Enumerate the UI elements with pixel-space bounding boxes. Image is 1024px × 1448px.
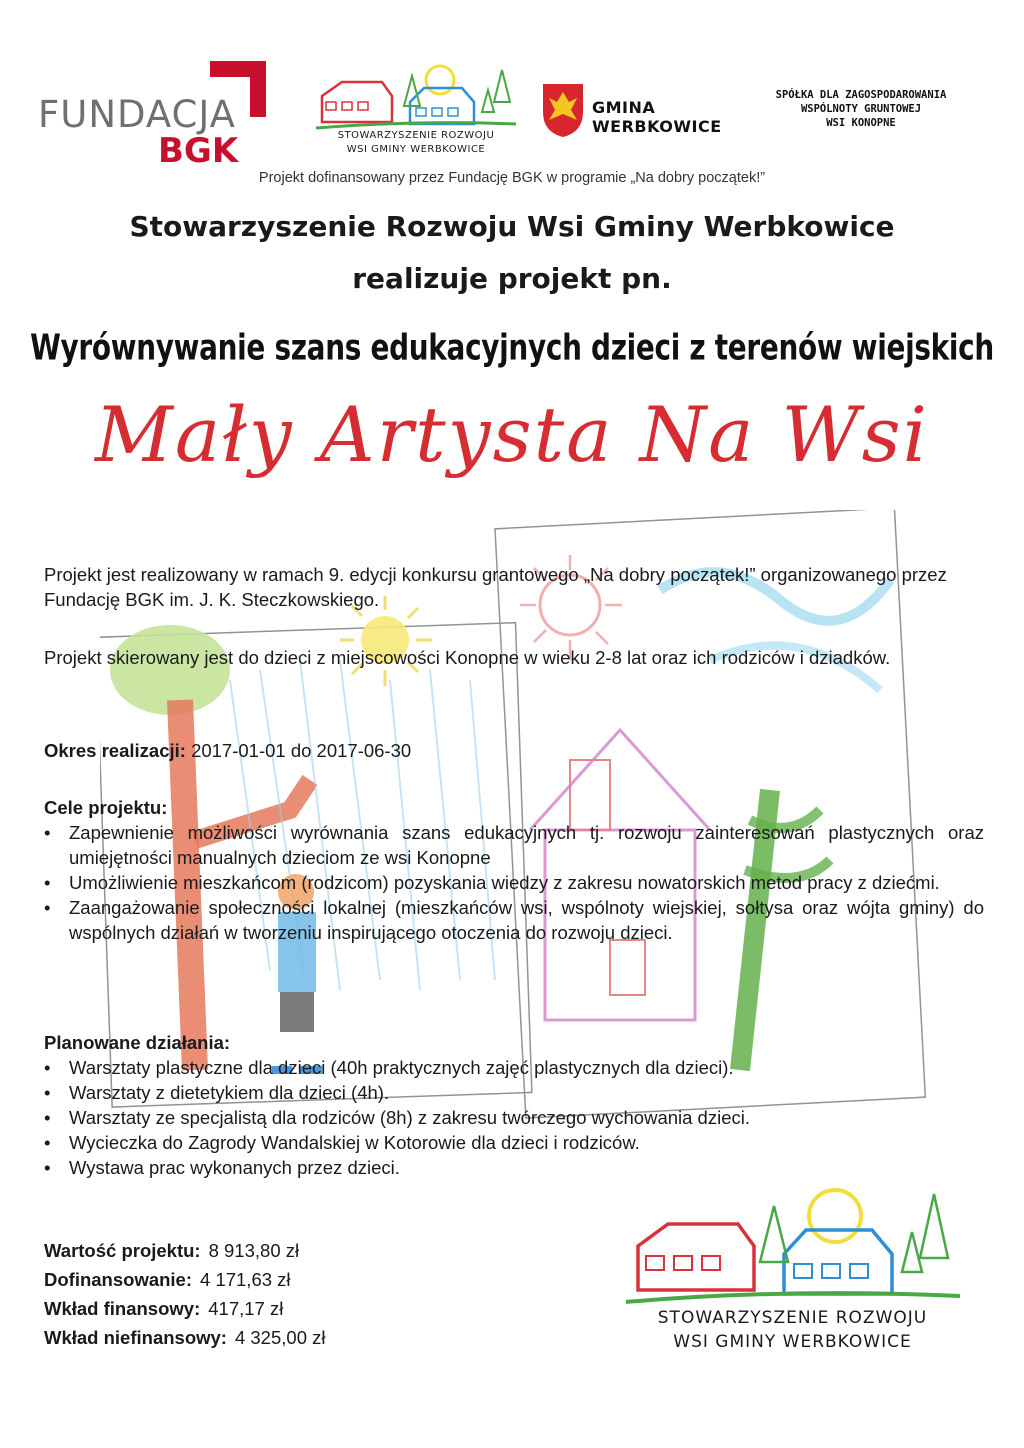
goals-section: [44, 795, 984, 945]
bgk-logo-line2: BGK: [158, 131, 239, 171]
realizes-subtitle: realizuje projekt pn.: [352, 262, 672, 295]
stowarzyszenie-logo-small: [312, 62, 520, 162]
gmina-label: GMINA WERBKOWICE: [592, 98, 722, 136]
finance-amount: 417,17 zł: [208, 1298, 284, 1319]
spolka-logo: [756, 88, 966, 130]
intro-paragraph-1: Projekt jest realizowany w ramach 9. edycji konkursu grantowego „Na dobry początek!” organizowanego przez Fundację BGK im. J. K. Steczkowskiego.: [44, 564, 947, 610]
period-label: Okres realizacji:: [44, 740, 186, 761]
actions-section: [44, 1030, 944, 1180]
stowarzyszenie-logo-large: [620, 1180, 965, 1365]
finance-row-financial: [44, 1294, 325, 1323]
intro-paragraph-2: Projekt skierowany jest do dzieci z miejscowości Konopne w wieku 2-8 lat oraz ich rodziców i dziadków.: [44, 647, 891, 668]
project-title: Wyrównywanie szans edukacyjnych dzieci z terenów wiejskich: [30, 327, 994, 369]
action-item: • Warsztaty z dietetykiem dla dzieci (4h).: [44, 1080, 944, 1105]
finance-amount: 8 913,80 zł: [208, 1240, 300, 1261]
realization-period: [44, 738, 944, 763]
stowarzyszenie-small-line2: WSI GMINY WERBKOWICE: [346, 144, 486, 155]
finance-row-value: [44, 1236, 325, 1265]
goal-item: • Zapewnienie możliwości wyrównania szans edukacyjnych tj. rozwoju zainteresowań plastycznych oraz umiejętności manualnych dzieciom ze wsi Konopne: [44, 820, 984, 870]
houses-trees-icon: [312, 62, 520, 134]
finance-label: Wartość projektu:: [44, 1240, 201, 1261]
actions-list: [44, 1055, 944, 1180]
finance-row-cofunding: [44, 1265, 325, 1294]
finance-row-nonfinancial: [44, 1323, 325, 1352]
goal-item: • Umożliwienie mieszkańcom (rodzicom) pozyskania wiedzy z zakresu nowatorskich metod pracy z dziećmi.: [44, 870, 984, 895]
stowarzyszenie-small-line1: STOWARZYSZENIE ROZWOJU: [337, 130, 495, 141]
gmina-werbkowice-logo: [541, 82, 741, 142]
project-name: Mały Artysta Na Wsi: [95, 390, 929, 479]
bgk-logo-line1: FUNDACJA: [38, 93, 236, 136]
goals-heading: Cele projektu:: [44, 797, 168, 818]
spolka-line2: WSPÓLNOTY GRUNTOWEJ: [800, 103, 922, 115]
cofunding-note: Projekt dofinansowany przez Fundację BGK w programie „Na dobry początek!”: [258, 170, 766, 186]
goals-list: [44, 820, 984, 945]
action-item: • Wycieczka do Zagrody Wandalskiej w Kotorowie dla dzieci i rodziców.: [44, 1130, 944, 1155]
action-item: • Wystawa prac wykonanych przez dzieci.: [44, 1155, 944, 1180]
finance-label: Wkład niefinansowy:: [44, 1327, 227, 1348]
action-item: • Warsztaty plastyczne dla dzieci (40h praktycznych zajęć plastycznych dla dzieci).: [44, 1055, 944, 1080]
finance-amount: 4 171,63 zł: [200, 1269, 291, 1290]
finance-label: Dofinansowanie:: [44, 1269, 193, 1290]
spolka-line3: WSI KONOPNE: [826, 117, 896, 129]
goal-item: • Zaangażowanie społeczności lokalnej (mieszkańców wsi, wspólnoty wiejskiej, sołtysa oraz wójta gminy) do wspólnych działań w tworzeniu inspirującego otoczenia do rozwoju dzieci.: [44, 895, 984, 945]
finance-amount: 4 325,00 zł: [234, 1327, 326, 1348]
stowarzyszenie-large-line2: WSI GMINY WERBKOWICE: [673, 1332, 912, 1352]
period-value: 2017-01-01 do 2017-06-30: [191, 740, 412, 761]
organization-title: Stowarzyszenie Rozwoju Wsi Gminy Werbkowice: [129, 210, 895, 243]
finance-label: Wkład finansowy:: [44, 1298, 201, 1319]
fundacja-bgk-logo: [38, 55, 278, 171]
coat-of-arms-icon: [541, 82, 585, 138]
action-item: • Warsztaty ze specjalistą dla rodziców (8h) z zakresu twórczego wychowania dzieci.: [44, 1105, 944, 1130]
finances-section: [44, 1236, 325, 1352]
actions-heading: Planowane działania:: [44, 1032, 231, 1053]
houses-trees-icon: [620, 1180, 965, 1310]
stowarzyszenie-large-line1: STOWARZYSZENIE ROZWOJU: [657, 1308, 928, 1328]
spolka-line1: SPÓŁKA DLA ZAGOSPODAROWANIA: [775, 89, 947, 101]
